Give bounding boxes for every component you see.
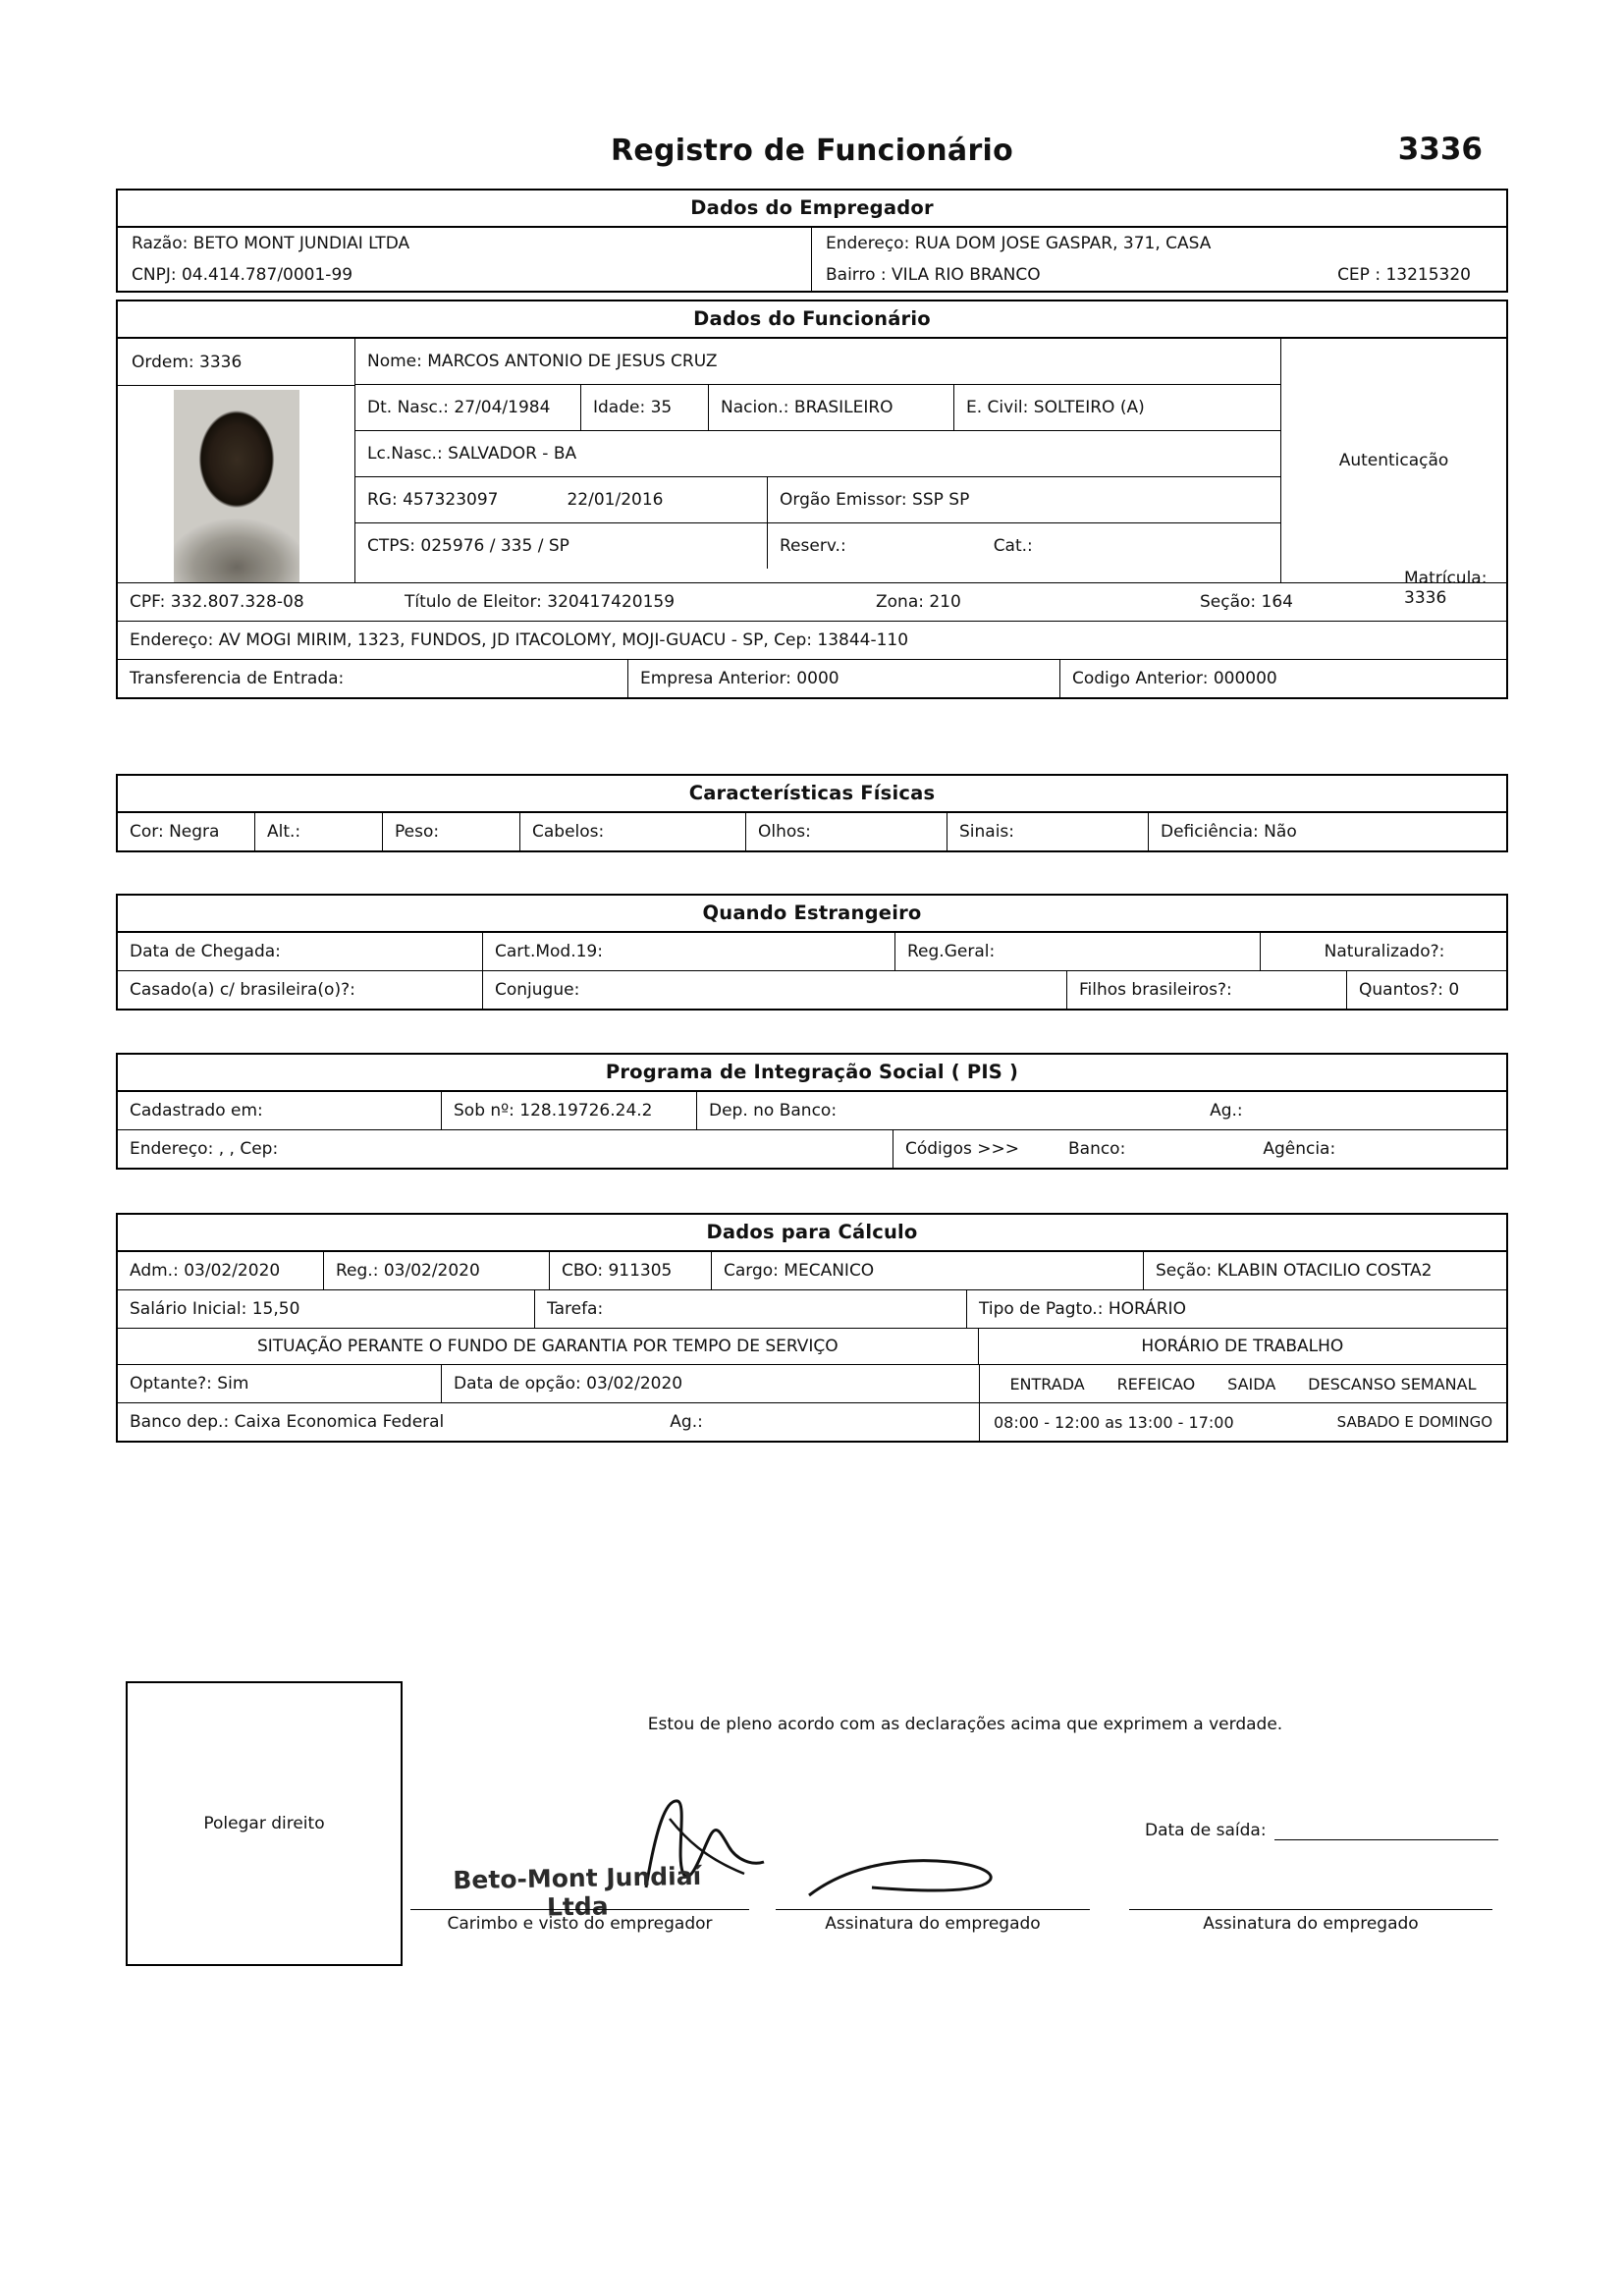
schedule-hours: 08:00 - 12:00 as 13:00 - 17:00 [994,1412,1234,1432]
stamp-signature-label: Carimbo e visto do empregador [410,1909,749,1934]
employee-birth-row [355,385,1280,431]
employee-nacion: Nacion.: BRASILEIRO [709,385,954,430]
pis-dep-banco-label: Dep. no Banco: [709,1101,838,1121]
thumbprint-label: Polegar direito [203,1814,325,1833]
schedule-title: HORÁRIO DE TRABALHO [1141,1337,1344,1356]
employee-address-row [118,621,1506,659]
foreigner-naturalizado: Naturalizado?: [1324,942,1445,961]
schedule-head-descanso: DESCANSO SEMANAL [1308,1374,1477,1394]
schedule-values [980,1403,1506,1441]
schedule-rest-days: SABADO E DOMINGO [1336,1413,1492,1431]
foreigner-reg-geral: Reg.Geral: [895,933,1261,970]
employer-section [116,189,1508,293]
calculation-row-1 [118,1252,1506,1290]
physical-peso: Peso: [383,813,520,850]
employee-orgao-emissor: Orgão Emissor: SSP SP [780,490,970,510]
calc-tarefa: Tarefa: [535,1290,967,1328]
foreigner-row-1 [118,933,1506,971]
employee-rg-number: RG: 457323097 [367,490,499,510]
employee-cpf-row [118,582,1506,621]
employee-photo-column [118,339,355,582]
pis-agencia: Agência: [1263,1139,1336,1159]
employee-ctps-row [355,523,1280,569]
foreigner-conjugue: Conjugue: [483,971,1067,1009]
physical-row [118,813,1506,850]
employee-nome: Nome: MARCOS ANTONIO DE JESUS CRUZ [367,352,718,371]
foreigner-row-2 [118,971,1506,1009]
calc-adm: Adm.: 03/02/2020 [118,1252,324,1289]
pis-ag: Ag.: [1210,1101,1243,1121]
employer-endereco: Endereço: RUA DOM JOSE GASPAR, 371, CASA [826,234,1212,253]
employee-empresa-anterior: Empresa Anterior: 0000 [628,660,1060,697]
employee-rg-row [355,477,1280,523]
physical-cabelos: Cabelos: [520,813,746,850]
schedule-head-refeicao: REFEICAO [1116,1374,1196,1394]
employee-titulo-eleitor: Título de Eleitor: 320417420159 [405,592,676,612]
page-header [0,134,1624,168]
pis-row-1 [118,1092,1506,1130]
calc-reg: Reg.: 03/02/2020 [324,1252,550,1289]
calc-banco-ag: Ag.: [670,1412,703,1432]
foreigner-quantos: Quantos?: 0 [1359,980,1460,1000]
calculation-band: Dados para Cálculo [118,1215,1506,1252]
exit-date-label: Data de saída: [1145,1821,1267,1840]
calc-banco-dep [118,1403,980,1441]
physical-section [116,774,1508,852]
employee-auth-column [1280,339,1506,608]
calc-optante: Optante?: Sim [118,1365,442,1402]
exit-date-field [1145,1821,1498,1840]
calc-secao: Seção: KLABIN OTACILIO COSTA2 [1156,1261,1433,1281]
calc-data-opcao: Data de opção: 03/02/2020 [442,1365,980,1402]
document-number: 3336 [1397,132,1483,167]
employer-razao: Razão: BETO MONT JUNDIAI LTDA [132,234,410,253]
employee-birthplace-row [355,431,1280,477]
foreigner-section [116,894,1508,1011]
signature-scribble-employee [803,1848,1019,1917]
employee-fields-column [355,339,1280,582]
employer-left [118,228,812,291]
schedule-head-saida: SAIDA [1227,1374,1276,1394]
employee-secao: Seção: 164 [1200,592,1293,612]
calculation-row-4 [118,1403,1506,1441]
calculation-row-2 [118,1290,1506,1329]
physical-cor: Cor: Negra [118,813,255,850]
pis-sob-no: Sob nº: 128.19726.24.2 [442,1092,697,1129]
physical-deficiencia: Deficiência: Não [1161,822,1297,842]
fgts-headers [118,1329,1506,1365]
employee-reserv-cat [768,523,1280,569]
employee-photo-box [118,386,354,582]
calc-cbo: CBO: 911305 [550,1252,712,1289]
employee-endereco: Endereço: AV MOGI MIRIM, 1323, FUNDOS, JD ITACOLOMY, MOJI-GUACU - SP, Cep: 13844-110 [130,630,909,650]
employee-estado-civil: E. Civil: SOLTEIRO (A) [966,398,1145,417]
pis-endereco: Endereço: , , Cep: [118,1130,893,1168]
pis-dep-banco [697,1092,1506,1129]
page-title: Registro de Funcionário [610,134,1014,168]
employer-cnpj: CNPJ: 04.414.787/0001-99 [132,265,353,285]
employer-band: Dados do Empregador [118,191,1506,228]
employee-dt-nasc: Dt. Nasc.: 27/04/1984 [355,385,581,430]
fgts-title: SITUAÇÃO PERANTE O FUNDO DE GARANTIA POR TEMPO DE SERVIÇO [118,1329,979,1364]
employee-zona: Zona: 210 [876,592,961,612]
calc-salario: Salário Inicial: 15,50 [118,1290,535,1328]
employee-idade: Idade: 35 [581,385,709,430]
pis-section [116,1053,1508,1170]
employee-photo [174,390,299,582]
foreigner-band: Quando Estrangeiro [118,896,1506,933]
schedule-head-entrada: ENTRADA [1009,1374,1085,1394]
employer-right [812,228,1506,291]
employee-matricula-and-auth [1338,451,1488,608]
employer-stamp: Beto-Mont Jundiaí Ltda [453,1861,702,1922]
foreigner-data-chegada: Data de Chegada: [118,933,483,970]
employee-cpf: CPF: 332.807.328-08 [130,592,304,612]
employee-cat: Cat.: [993,536,1033,556]
schedule-headers [980,1365,1506,1402]
pis-codigos: Códigos >>> [905,1139,1019,1159]
employer-bairro: Bairro : VILA RIO BRANCO [826,265,1041,285]
physical-sinais: Sinais: [947,813,1149,850]
exit-date-line [1274,1824,1498,1840]
calc-tipo-pagto: Tipo de Pagto.: HORÁRIO [979,1299,1186,1319]
employee-codigo-anterior: Codigo Anterior: 000000 [1072,669,1277,688]
employer-rows [118,228,1506,291]
pis-cadastrado: Cadastrado em: [118,1092,442,1129]
pis-row-2 [118,1130,1506,1168]
employee-ordem: Ordem: 3336 [118,339,354,386]
foreigner-cart-mod: Cart.Mod.19: [483,933,895,970]
employee-reserv: Reserv.: [780,536,846,556]
employee-transferencia: Transferencia de Entrada: [118,660,628,697]
employee-matricula: Matrícula: 3336 [1404,569,1488,608]
employee-rg-date: 22/01/2016 [567,490,664,510]
employee-rg [355,477,768,522]
foreigner-casado: Casado(a) c/ brasileira(o)?: [118,971,483,1009]
employee-autenticacao: Autenticação [1338,451,1449,470]
employer-bairro-line [812,259,1506,291]
calc-banco-dep-label: Banco dep.: Caixa Economica Federal [130,1412,445,1432]
calculation-section [116,1213,1508,1443]
employee-signature-label-1: Assinatura do empregado [776,1909,1090,1934]
employee-ctps: CTPS: 025976 / 335 / SP [355,523,768,569]
agreement-text: Estou de pleno acordo com as declarações acima que exprimem a verdade. [647,1715,1283,1734]
employer-cep: CEP : 13215320 [1337,265,1471,285]
employee-name-row [355,339,1280,385]
pis-codigos-group [893,1130,1506,1168]
pis-band: Programa de Integração Social ( PIS ) [118,1055,1506,1092]
physical-olhos: Olhos: [746,813,947,850]
employee-transfer-row [118,659,1506,697]
foreigner-filhos: Filhos brasileiros?: [1067,971,1347,1009]
physical-band: Características Físicas [118,776,1506,813]
pis-banco: Banco: [1067,1139,1126,1159]
employee-band: Dados do Funcionário [118,301,1506,339]
physical-alt: Alt.: [255,813,383,850]
calc-cargo: Cargo: MECANICO [712,1252,1144,1289]
calculation-row-3 [118,1365,1506,1403]
thumbprint-box [126,1681,403,1966]
employee-lc-nasc: Lc.Nasc.: SALVADOR - BA [367,444,577,464]
employee-section [116,300,1508,699]
employee-signature-label-2: Assinatura do empregado [1129,1909,1492,1934]
